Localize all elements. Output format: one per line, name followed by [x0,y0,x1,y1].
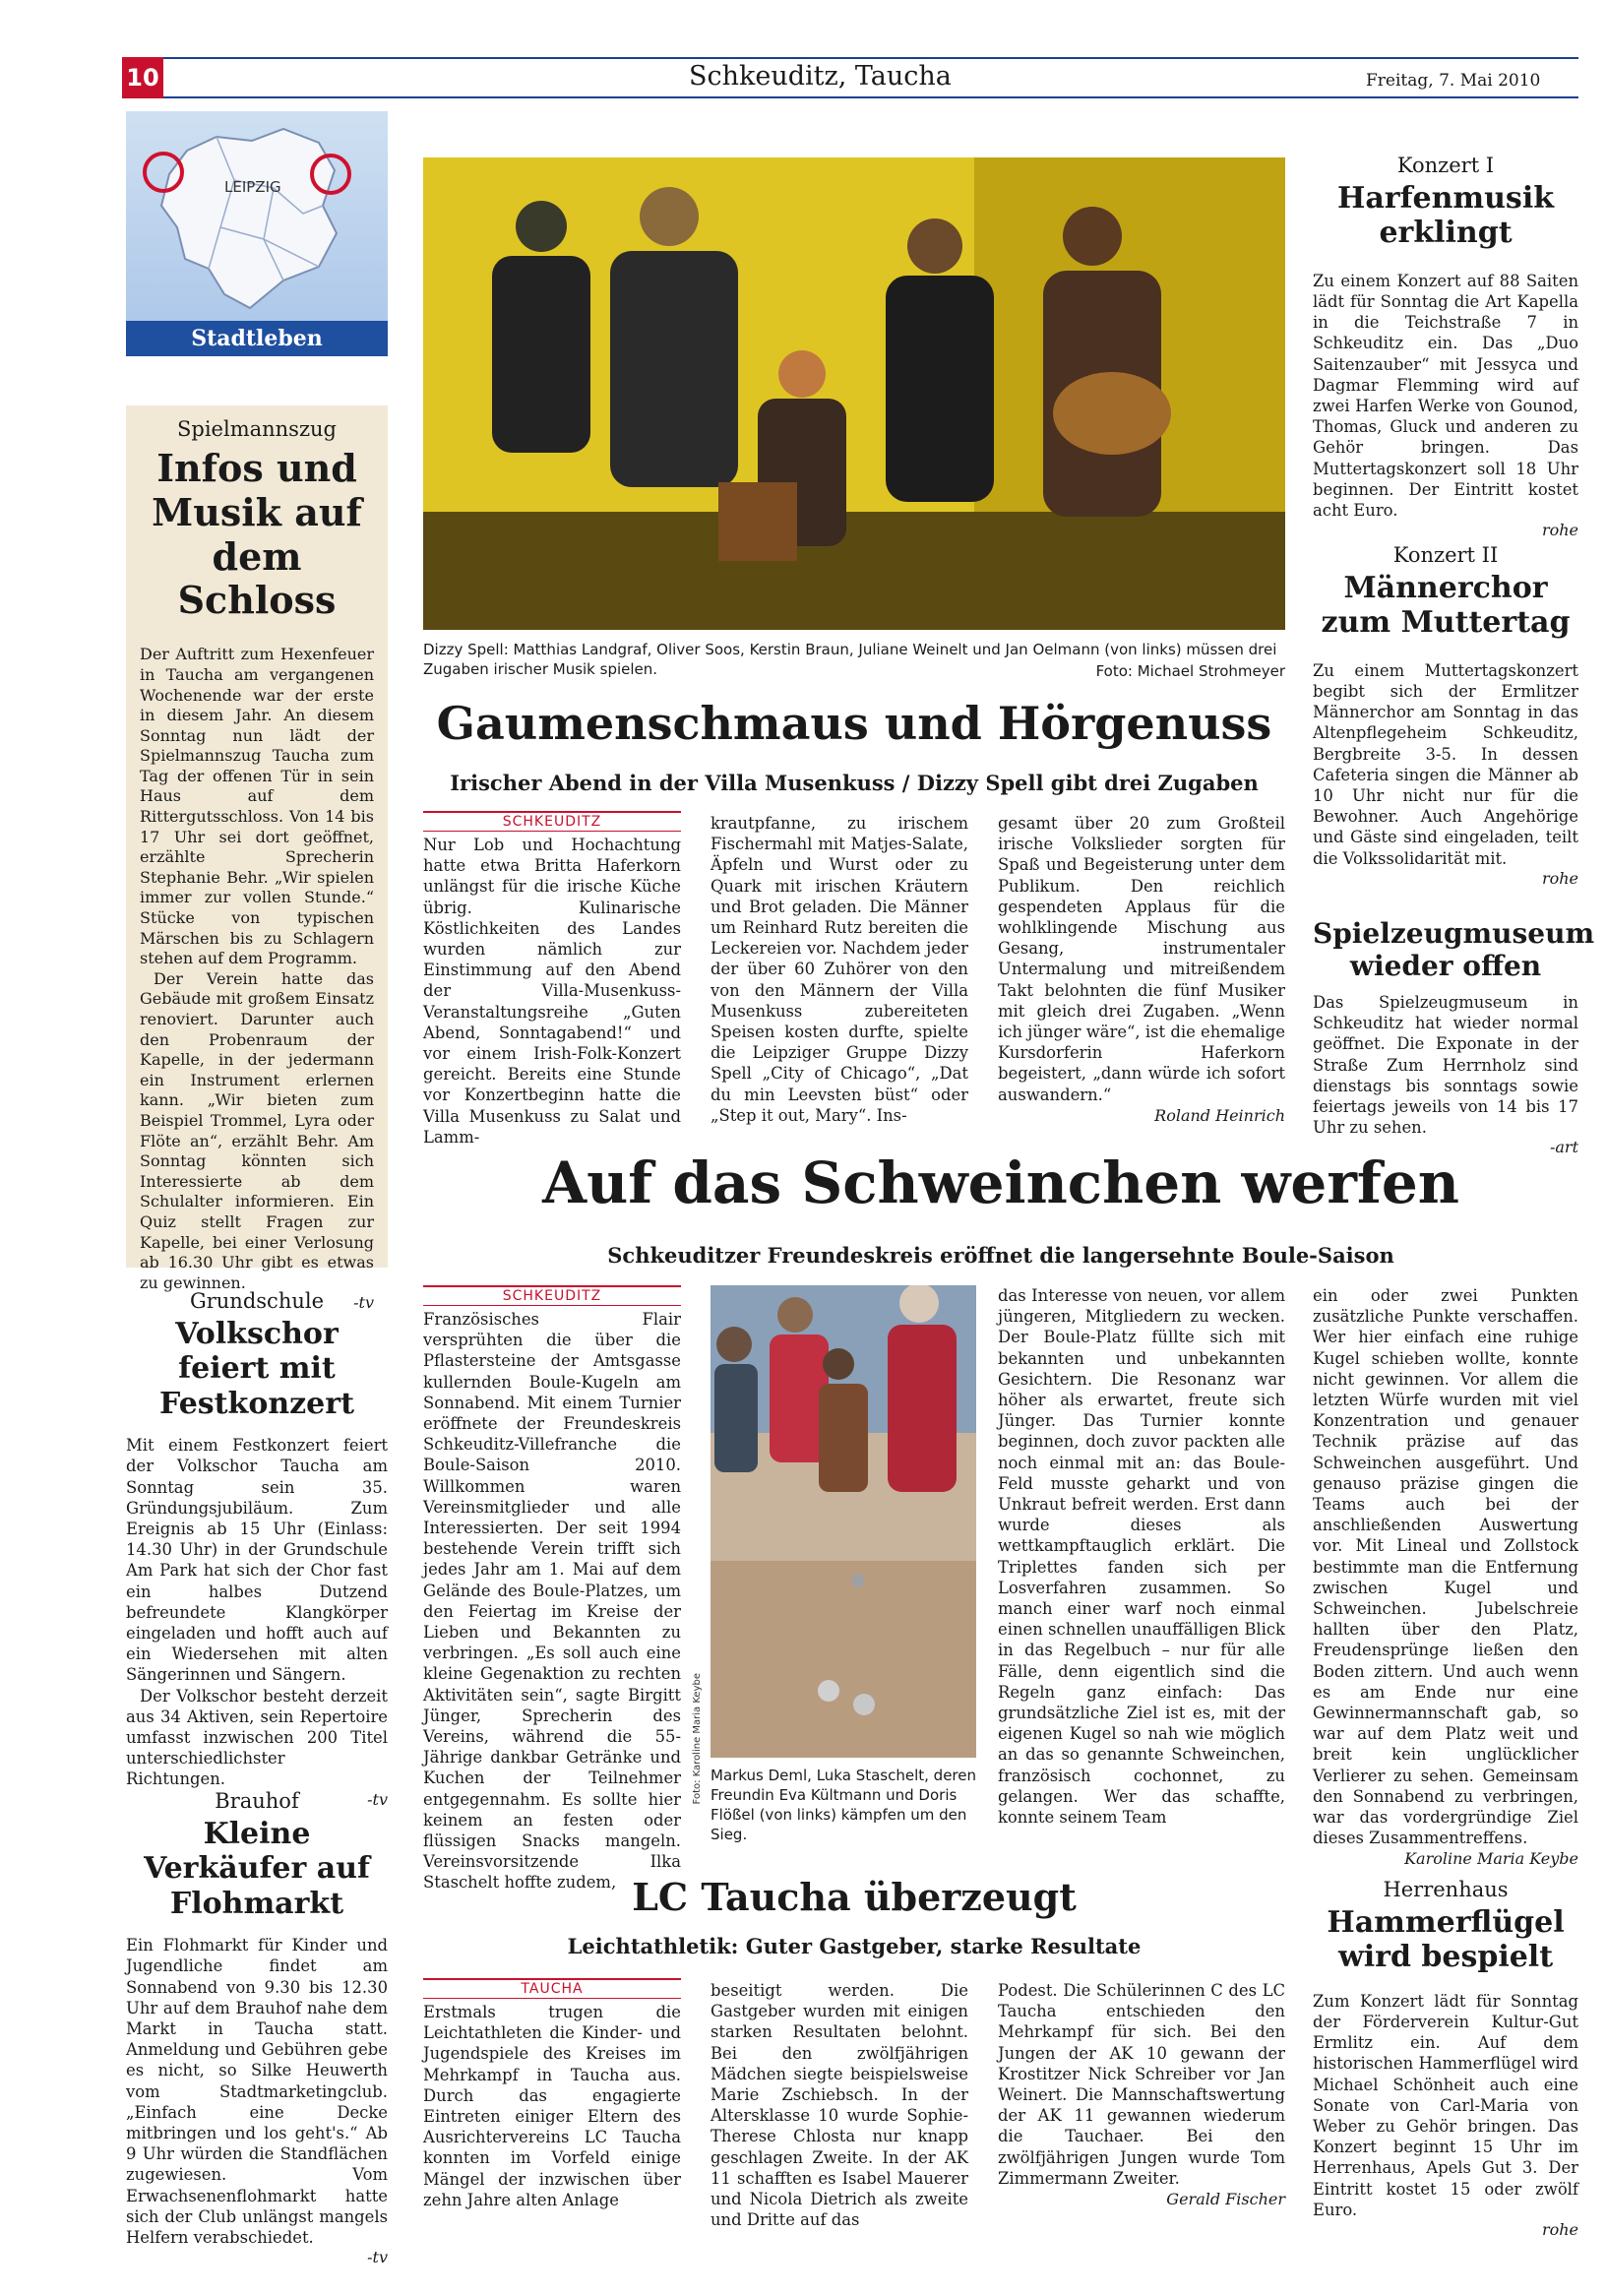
lc-col-3-text: Podest. Die Schülerinnen C des LC Taucha entschieden den Mehrkampf für sich. Bei den Jungen der AK 10 gewann der Krostitzer Nick Schreiber vor Jan Weinert. Die Mannschaftswertung der AK 11 gewannen wiederum die Tauchaer. Bei den zwölfjährigen Jungen wurde Tom Zimmermann Zweiter. [998,1981,1285,2188]
museum-body [1313,992,1578,1138]
section-band: Stadtleben [126,321,388,356]
herrenhaus-body [1313,1991,1578,2220]
main-col-3 [998,813,1285,1126]
lc-col-3 [998,1980,1285,2209]
header-rule-top [122,57,1578,59]
volkschor-author: -tv [367,1789,388,1809]
concert1-kicker: Konzert I [1396,154,1495,177]
lc-subhead: Leichtathletik: Guter Gastgeber, starke Resultate [567,1934,1142,1958]
boule-col-1-text: Französisches Flair versprühten die über die Pflastersteine der Amtsgasse kullernden Boule-Kugeln am Sonnabend. Mit einem Turnier eröffnete der Freundeskreis Schkeuditz-Villefranche die Boule-Saison 2010. Willkommen waren Vereinsmitglieder und alle Interessierten. Der seit 1994 bestehende Verein trifft sich jedes Jahr am 1. Mai auf dem Gelände des Boule-Platzes, um den Feiertag im Kreise der Lieben und Bekannten zu verbringen. „Es soll auch eine kleine Gegenaktion zu rechten Aktivitäten sein“, sagte Birgitt Jünger, Sprecherin des Vereins, während die 55-Jährige dankbar Getränke und Kuchen der Teilnehmer entgegennahm. Es sollte hier keinem an festen oder flüssigen Snacks mangeln. Vereinsvorsitzende Ilka Staschelt hoffte zudem, [423,1310,681,1893]
brauhof-headline: Kleine Verkäufer auf Flohmarkt [144,1817,370,1921]
concert1-body [1313,271,1578,521]
concert-photo-credit: Foto: Michael Strohmeyer [1095,662,1285,680]
main-col-1-text: Nur Lob und Hochachtung hatte etwa Britta Haferkorn unlängst für die irische Küche übrig. Kulinarische Köstlichkeiten des Landes wurden nämlich zur Einstimmung auf den Abend der Villa-Musenkuss-Veranstaltungsreihe „Guten Abend, Sonntagabend!“ und vor einem Irish-Folk-Konzert gereicht. Bereits eine Stunde vor Konzertbeginn hatte die Villa Musenkuss zu Salat und Lamm- [423,836,681,1147]
sidebar-paragraph: Der Verein hatte das Gebäude mit großem Einsatz renoviert. Darunter auch den Probenraum der Kapelle, in der jedermann ein Instrument erlernen kann. „Wir bieten zum Beispiel Trommel, Lyra oder Flöte an“, erzählt Behr. Am Sonntag könnten sich Interessierte ab dem Schulalter informieren. Ein Quiz stellt Fragen zur Kapelle, bei einer Verlosung ab 16.30 Uhr gibt es etwas zu gewinnen. [140,968,374,1292]
concert1-story [1313,154,1578,539]
boule-photo-caption: Markus Deml, Luka Staschelt, deren Freundin Eva Kültmann und Doris Flößel (von links) kämpfen um den Sieg. [711,1767,976,1843]
main-col-1 [423,835,681,1148]
boule-photo [711,1285,976,1758]
sidebar-story [140,417,374,1312]
volkschor-paragraph: Mit einem Festkonzert feiert der Volkschor Taucha am Sonntag sein 35. Gründungsjubiläum. Zum Ereignis ab 15 Uhr (Einlass: 14.30 Uhr) in der Grundschule Am Park hat sich der Chor fast ein halbes Dutzend befreundete Klangkörper eingeladen und hofft auch auf ein Wiedersehen mit alten Sängerinnen und Sängern. [126,1436,388,1685]
volkschor-body [126,1435,388,1789]
lc-col-2-text: beseitigt werden. Die Gastgeber wurden mit einigen starken Resultaten belohnt. Bei den zwölfjährigen Mädchen siegte beispielsweise Marie Zschiebsch. In der Altersklasse 10 wurde Sophie-Therese Chlosta nur knapp geschlagen Zweite. In der AK 11 schafften es Isabel Mauerer und Nicola Dietrich als zweite und Dritte auf das [711,1981,968,2230]
lc-col-1-text: Erstmals trugen die Leichtathleten die Kinder- und Jugendspiele des Kreises im Mehrkampf in Taucha aus. Durch das engagierte Eintreten einiger Eltern des Ausrichtervereins LC Taucha konnten im Vorfeld einige Mängel der inzwischen über zehn Jahre alten Anlage [423,2003,681,2209]
map-city-label: LEIPZIG [224,178,281,196]
sidebar-headline: Infos und Musik auf dem Schloss [152,446,362,623]
boule-location-tag: SCHKEUDITZ [423,1285,681,1306]
sidebar-paragraph: Der Auftritt zum Hexenfeuer in Taucha am vergangenen Wochenende war der erste in diesem Jahr. An diesem Sonntag nun lädt der Spielmannszug Taucha zum Tag der offenen Tür in sein Haus auf dem Rittergutsschloss. Von 14 bis 17 Uhr sei dort geöffnet, erzählte Sprecherin Stephanie Behr. „Wir spielen immer zur vollen Stunde.“ Stücke von typischen Märschen bis zu Schlagern stehen auf dem Programm. [140,645,374,968]
main-col-2 [711,813,968,1126]
lc-headline: LC Taucha überzeugt [632,1875,1077,1919]
issue-date: Freitag, 7. Mai 2010 [1366,71,1541,91]
brauhof-story [126,1789,388,2266]
museum-author: -art [1549,1138,1578,1157]
page-number: 10 [122,57,163,98]
concert-caption-text: Dizzy Spell: Matthias Landgraf, Oliver Soos, Kerstin Braun, Juliane Weinelt und Jan Oelmann (von links) müssen drei Zugaben irischer Musik spielen. [423,641,1277,678]
header-rule-bottom [122,96,1578,98]
concert-photo-image [423,157,1285,630]
volkschor-story [126,1289,388,1809]
museum-headline: Spielzeugmuseum wieder offen [1313,917,1595,983]
boule-col-4-text: ein oder zwei Punkten zusätzliche Punkte verschaffen. Wer hier einfach eine ruhige Kugel schieben wollte, konnte nicht gewinnen. Vor allem die letzten Würfe wurden mit viel Konzentration und genauer Technik präzise auf das Schweinchen ausgeführt. Und genauso präzise gingen die Teams auch bei der anschließenden Auswertung vor. Mit Lineal und Zollstock bestimmte man die Entfernung zwischen Kugel und Schweinchen. Jubelschreie hallten über den Platz, Freudensprünge ließen den Boden zittern. Und auch wenn es am Ende nur eine Gewinnermannschaft gab, so war auf dem Platz weit und breit kein unglücklicher Verlierer zu sehen. Gemeinsam den Sonnabend zu verbringen, war das vordergründige Ziel dieses Zusammentreffens. [1313,1286,1578,1848]
lc-col-1 [423,2002,681,2210]
boule-col-4 [1313,1285,1578,1870]
concert-photo [423,157,1285,630]
main-headline: Gaumenschmaus und Hörgenuss [436,697,1272,750]
lc-col-2 [711,1980,968,2230]
concert1-text: Zu einem Konzert auf 88 Saiten lädt für Sonntag die Art Kapella in die Teichstraße 7 in Schkeuditz ein. Das „Duo Saitenzauber“ mit Jessyca und Dagmar Flemming wird auf zwei Harfen Werke von Gounod, Thomas, Gluck und anderen zu Gehör bringen. Das Muttertagskonzert soll 18 Uhr beginnen. Der Eintritt kostet acht Euro. [1313,271,1578,521]
museum-text: Das Spielzeugmuseum in Schkeuditz hat wieder normal geöffnet. Die Exponate in der Straße Zum Herrnholz sind dienstags bis sonntags sowie feiertags jeweils von 14 bis 17 Uhr zu sehen. [1313,993,1578,1138]
sidebar-kicker: Spielmannszug [177,417,337,441]
concert2-body [1313,660,1578,869]
main-subhead: Irischer Abend in der Villa Musenkuss / Dizzy Spell gibt drei Zugaben [450,771,1259,795]
sidebar-author: -tv [353,1293,374,1313]
herrenhaus-headline: Hammerflügel wird bespielt [1327,1905,1565,1975]
concert2-text: Zu einem Muttertagskonzert begibt sich der Ermlitzer Männerchor am Sonntag in das Altenpflegeheim Schkeuditz, Bergbreite 3-5. In dessen Cafeteria singen die Männer ab 10 Uhr nicht nur für die Bewohner. Auch Angehörige und Gäste sind eingeladen, teilt die Volkssolidarität mit. [1313,660,1578,868]
boule-photo-credit: Foto: Karoline Maria Keybe [692,1673,703,1805]
concert1-author: rohe [1541,521,1578,540]
concert1-headline: Harfenmusik erklingt [1336,181,1555,251]
boule-col-3-text: das Interesse von neuen, vor allem jüngeren, Mitgliedern zu wecken. Der Boule-Platz füllte sich mit bekannten und unbekannten Gesichtern. Die Resonanz war höher als erwartet, freute sich Jünger. Das Turnier konnte beginnen, doch zuvor packten alle noch einmal mit an: das Boule-Feld musste geharkt und von Unkraut befreit werden. Erst dann wurde dieses als wettkampftauglich erklärt. Die Triplettes fanden sich per Losverfahren zusammen. So manch einer warf noch einmal einen schnellen unauffälligen Blick in das Regelbuch – nur für alle Fälle, denn eigentlich sind die Regeln ganz einfach: Das grundsätzliche Ziel ist es, mit der eigenen Kugel so nah wie möglich an das so genannte Schweinchen, französisch cochonnet, zu gelangen. Wer das schaffte, konnte seinem Team [998,1286,1285,1828]
concert2-headline: Männerchor zum Muttertag [1321,571,1571,641]
section-title: Schkeuditz, Taucha [689,61,952,92]
main-author: Roland Heinrich [1154,1105,1285,1125]
main-location-tag: SCHKEUDITZ [423,811,681,832]
region-map [126,111,388,353]
boule-subhead: Schkeuditzer Freundeskreis eröffnet die langersehnte Boule-Saison [607,1243,1394,1268]
volkschor-kicker: Grundschule [189,1289,325,1313]
herrenhaus-kicker: Herrenhaus [1383,1878,1509,1901]
brauhof-body [126,1935,388,2248]
brauhof-author: -tv [367,2248,388,2267]
herrenhaus-text: Zum Konzert lädt für Sonntag der Förderverein Kultur-Gut Ermlitz ein. Auf dem historischen Hammerflügel wird Michael Schönheit auch eine Sonate von Carl-Maria von Weber zu Gehör bringen. Das Konzert beginnt 15 Uhr im Herrenhaus, Apels Gut 3. Der Eintritt kostet 15 oder zwölf Euro. [1313,1991,1578,2219]
concert2-kicker: Konzert II [1392,543,1499,567]
lc-location-tag: TAUCHA [423,1978,681,1999]
herrenhaus-author: rohe [1541,2220,1578,2240]
herrenhaus-story [1313,1878,1578,2239]
region-map-shape [126,111,388,321]
volkschor-paragraph: Der Volkschor besteht derzeit aus 34 Aktiven, sein Repertoire umfasst inzwischen 200 Titel unterschiedlichster Richtungen. [126,1686,388,1789]
boule-col-3 [998,1285,1285,1828]
sidebar-body [140,645,374,1293]
boule-col-1 [423,1309,681,1893]
main-col-2-text: krautpfanne, zu irischem Fischermahl mit Matjes-Salate, Äpfeln und Wurst oder zu Quark mit irischen Kräutern und Brot geladen. Die Männer um Reinhard Rutz bereiten die Leckereien vor. Nachdem jeder der über 60 Zuhörer von den von den Männern der Villa Musenkuss zubereiteten Speisen kosten durfte, spielte die Leipziger Gruppe Dizzy Spell „City of Chicago“, „Dat du min Leevsten büst“ oder „Step it out, Mary“. Ins- [711,814,968,1125]
boule-photo-image [711,1285,976,1758]
brauhof-paragraph: Ein Flohmarkt für Kinder und Jugendliche findet am Sonnabend von 9.30 bis 12.30 Uhr auf dem Brauhof nahe dem Markt in Taucha statt. Anmeldung und Gebühren gebe es nicht, so Silke Heuwerth vom Stadtmarketingclub. „Einfach eine Decke mitbringen und los geht's.“ Ab 9 Uhr würden die Standflächen zugewiesen. Vom Erwachsenenflohmarkt hatte sich der Club unlängst mangels Helfern verabschiedet. [126,1936,388,2248]
boule-author: Karoline Maria Keybe [1404,1849,1578,1869]
brauhof-kicker: Brauhof [215,1789,299,1813]
volkschor-headline: Volkschor feiert mit Festkonzert [159,1317,354,1421]
lc-author: Gerald Fischer [1166,2190,1285,2209]
boule-headline: Auf das Schweinchen werfen [542,1149,1459,1216]
concert2-author: rohe [1541,868,1578,888]
concert2-story [1313,543,1578,888]
main-col-3-text: gesamt über 20 zum Großteil irische Volkslieder sorgten für Spaß und Begeisterung unter dem Publikum. Den reichlich gespendeten Applaus für die wohlklingende Mischung aus Gesang, instrumentaler Untermalung und mitreißendem Takt belohnten die fünf Musiker mit gleich drei Zugaben. „Wenn ich jünger wäre“, ist die ehemalige Kursdorferin Haferkorn begeistert, „dann würde ich sofort auswandern.“ [998,814,1285,1104]
museum-story [1313,917,1595,1157]
